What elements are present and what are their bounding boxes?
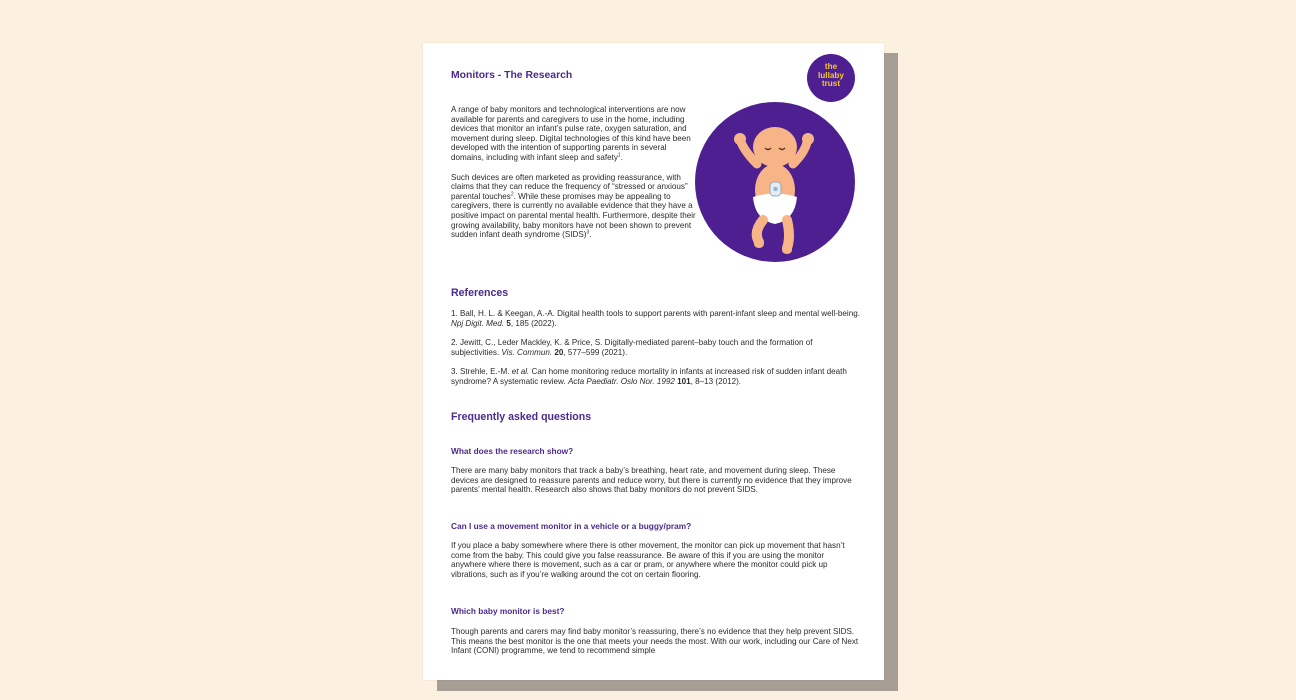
intro-text <box>451 105 697 250</box>
reference-3: 3. Strehle, E.-M. et al. Can home monitoring reduce mortality in infants at increased risk of sudden infant death syndrome? A systematic review. Acta Paediatr. Oslo Nor. 1992 101, 8–13 (2012). <box>451 367 847 386</box>
faq-question-1: What does the research show? <box>451 446 574 456</box>
document-page <box>423 43 884 680</box>
faq-answer-3: Though parents and carers may find baby monitor’s reassuring, there’s no evidence that they help prevent SIDS. This means the best monitor is the one that meets your needs the most. With our work, including our Care of Next Infant (CONI) programme, we tend to recommend simple <box>451 627 859 656</box>
reference-1: 1. Ball, H. L. & Keegan, A.-A. Digital health tools to support parents with parent-infant sleep and mental well-being. Npj Digit. Med. 5, 185 (2022). <box>451 309 860 328</box>
faq-question-3: Which baby monitor is best? <box>451 606 565 616</box>
logo-line-1: the <box>824 62 838 71</box>
lullaby-trust-logo <box>807 54 855 102</box>
logo-line-3: trust <box>821 79 841 89</box>
reference-2: 2. Jewitt, C., Leder Mackley, K. & Price, S. Digitally-mediated parent–baby touch and the formation of subjectivities. Vis. Commun. 20, 577–599 (2021). <box>451 338 813 357</box>
references-heading: References <box>451 287 509 299</box>
references-list <box>451 309 861 397</box>
page-title: Monitors - The Research <box>451 70 573 81</box>
faq-question-2: Can I use a movement monitor in a vehicle or a buggy/pram? <box>451 521 692 531</box>
faq-answer-1: There are many baby monitors that track a baby’s breathing, heart rate, and movement during sleep. These devices are designed to reassure parents and reduce worry, but there is currently no evidence that they improve parents’ mental health. Research also shows that baby monitors do not prevent SIDS. <box>451 466 852 495</box>
logo-line-2: lullaby <box>818 70 844 80</box>
intro-paragraph-1: A range of baby monitors and technological interventions are now available for parents and caregivers to use in the home, including devices that monitor an infant’s pulse rate, oxygen saturation, and movement during sleep. Digital technologies of this kind have been developed with the intention of supporting parents in several domains, including with infant sleep and safety$^1$. <box>451 105 691 162</box>
baby-illustration <box>695 102 855 262</box>
intro-paragraph-2: Such devices are often marketed as providing reassurance, with claims that they can reduce the frequency of “stressed or anxious” parental touches$^2$. While these promises may be appealing to caregivers, there is currently no available evidence that they have a positive impact on parental mental health. Furthermore, despite their growing availability, baby monitors have not been shown to prevent sudden infant death syndrome (SIDS)$^3$. <box>451 172 696 240</box>
sleeping-baby-icon <box>695 102 855 262</box>
faq-heading: Frequently asked questions <box>451 411 592 423</box>
faq-answer-2: If you place a baby somewhere where there is other movement, the monitor can pick up movement that hasn’t come from the baby. This could give you false reassurance. Be aware of this if you are using the monitor anywhere where there is movement, such as a car or pram, or anywhere where the monitor could pick up vibrations, such as if you’re walking around the cot on certain flooring. <box>451 541 845 579</box>
